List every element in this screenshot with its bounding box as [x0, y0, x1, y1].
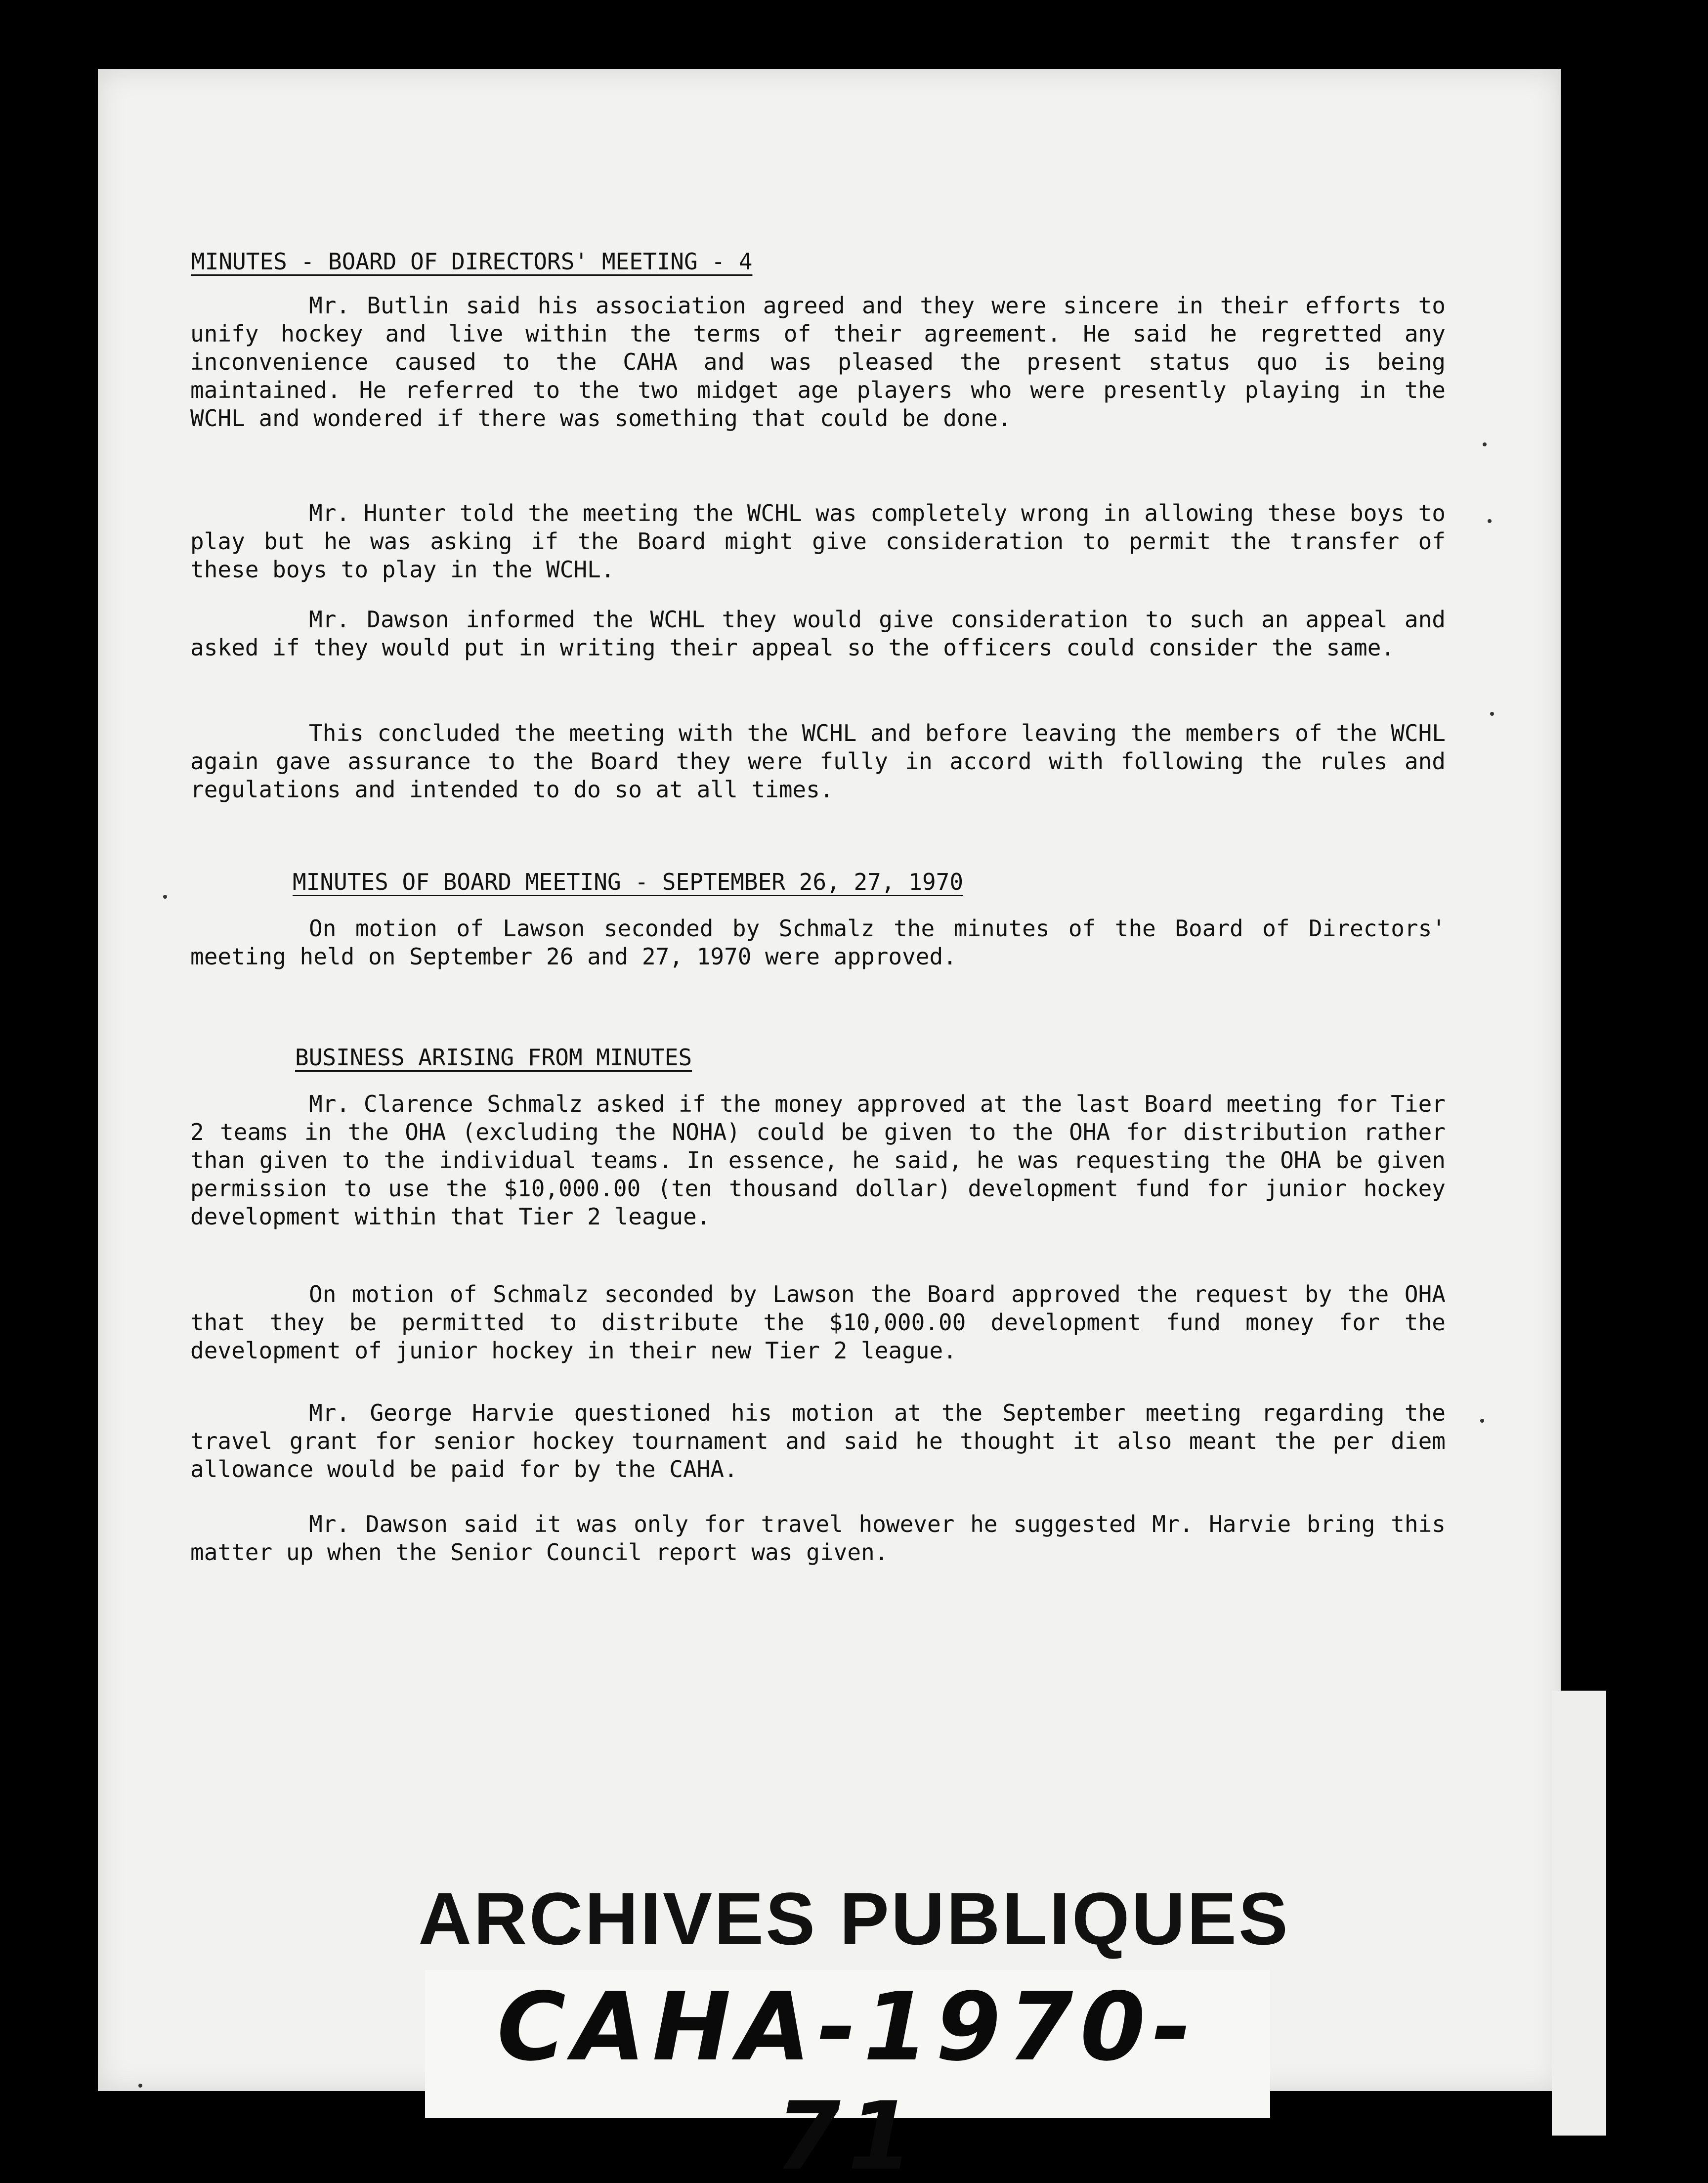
speck: [163, 895, 167, 899]
archives-stamp-title: ARCHIVES PUBLIQUES: [418, 1877, 1290, 1960]
paragraph-butlin: Mr. Butlin said his association agreed and they were sincere in their efforts to unify hockey and live within the terms of their agreement. He said he regretted any inconvenience caused to the CAHA and was pleased the present status quo is being maintained. He referred to the two midget age players who were presently playing in the WCHL and wondered if there was something that could be done.: [190, 292, 1446, 432]
speck: [1480, 1419, 1484, 1423]
speck: [1490, 712, 1494, 716]
business-heading: [295, 1043, 692, 1072]
speck: [1488, 519, 1492, 523]
speck: [138, 2084, 142, 2088]
paragraph-hunter: Mr. Hunter told the meeting the WCHL was completely wrong in allowing these boys to play but he was asking if the Board might give consideration to permit the transfer of these boys to play in the WCHL.: [190, 500, 1446, 583]
speck: [1483, 442, 1487, 446]
minutes-heading: [293, 868, 963, 896]
paragraph-harvie: Mr. George Harvie questioned his motion at the September meeting regarding the travel grant for senior hockey tournament and said he thought it also meant the per diem allowance would be paid for by the CAHA.: [190, 1399, 1446, 1483]
minutes-heading-text: MINUTES OF BOARD MEETING - SEPTEMBER 26, 27, 1970: [293, 869, 964, 895]
paragraph-schmalz-request: Mr. Clarence Schmalz asked if the money approved at the last Board meeting for Tier 2 teams in the OHA (excluding the NOHA) could be given to the OHA for distribution rather than given to the individual teams. In essence, he said, he was requesting the OHA be given permission to use the $10,000.00 (ten thousand dollar) development fund for junior hockey development within that Tier 2 league.: [190, 1091, 1446, 1230]
paragraph-dawson-appeal: Mr. Dawson informed the WCHL they would give consideration to such an appeal and asked if they would put in writing their appeal so the officers could consider the same.: [190, 606, 1446, 661]
page-heading: MINUTES - BOARD OF DIRECTORS' MEETING - 4: [191, 248, 753, 275]
paragraph-wchl-conclusion: This concluded the meeting with the WCHL and before leaving the members of the WCHL again gave assurance to the Board they were fully in accord with following the rules and regulations and intended to do so at all times.: [190, 720, 1446, 803]
paragraph-motion-approved: On motion of Schmalz seconded by Lawson the Board approved the request by the OHA that they be permitted to distribute the $10,000.00 development fund money for the development of junior hockey in their new Tier 2 league.: [190, 1281, 1446, 1364]
business-heading-text: BUSINESS ARISING FROM MINUTES: [295, 1044, 692, 1071]
paragraph-dawson-travel: Mr. Dawson said it was only for travel however he suggested Mr. Harvie bring this matter up when the Senior Council report was given.: [190, 1511, 1446, 1566]
paragraph-minutes-approved: On motion of Lawson seconded by Schmalz the minutes of the Board of Directors' meeting held on September 26 and 27, 1970 were approved.: [190, 915, 1446, 970]
handwritten-label: CAHA-1970-71: [497, 1972, 1198, 2183]
